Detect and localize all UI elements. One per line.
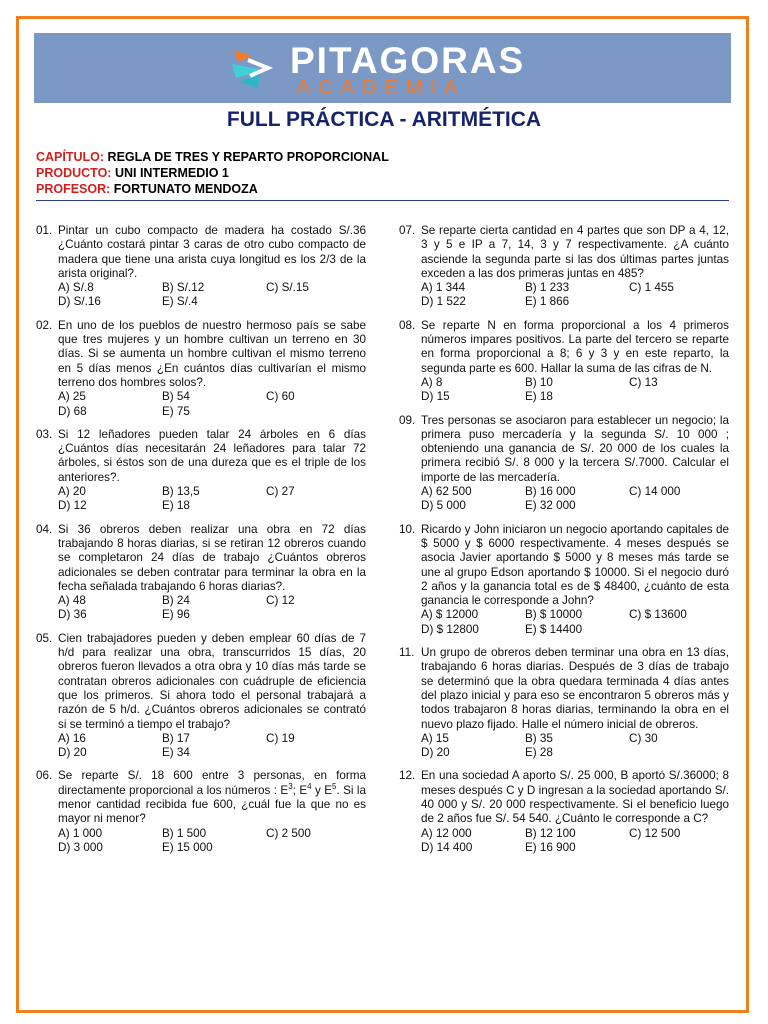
options-grid [421,827,729,856]
question-number: 03. [36,427,53,441]
answer-option: E) 75 [162,404,190,418]
question-text [58,769,366,826]
options-grid [58,485,366,514]
chapter-label: CAPÍTULO: [36,150,105,164]
answer-option: E) 96 [162,608,190,622]
question-number: 08. [399,318,416,332]
answer-option: B) 13,5 [162,485,200,499]
options-grid [421,608,729,637]
question-stem [36,224,366,281]
options-grid [421,376,729,405]
answer-option: B) 54 [162,390,190,404]
answer-option: E) $ 14400 [525,622,583,636]
chapter-line [36,150,389,164]
question-stem [399,769,729,826]
answer-option: C) 60 [266,390,295,404]
question-number: 06. [36,769,53,783]
answer-option: A) 12 000 [421,826,472,840]
question-text: Tres personas se asociaron para establecer un negocio; la primera puso mercadería y la segunda S/. 10 000 ; obteniendo una ganancia de S/. 20 000 de los cuales la primera recibió S/. 8 000 y la tercera S/.7000. Calcular el importe de las mercadería. [421,413,729,484]
answer-option: D) $ 12800 [421,622,479,636]
question-stem [36,769,366,826]
answer-option: D) 14 400 [421,840,473,854]
question-stem [36,428,366,485]
answer-option: C) S/.15 [266,281,309,295]
teacher-value: FORTUNATO MENDOZA [113,182,258,196]
answer-option: E) 18 [525,390,553,404]
answer-option: B) 17 [162,731,190,745]
chevron-arrows-icon [230,42,284,94]
question-2 [36,319,366,419]
answer-option: C) 12 500 [629,826,681,840]
answer-option: C) 30 [629,731,658,745]
question-stem [36,523,366,594]
answer-option: D) 1 522 [421,295,466,309]
question-1 [36,224,366,310]
question-3 [36,428,366,514]
options-grid [421,485,729,514]
answer-option: A) 1 344 [421,281,466,295]
answer-option: A) 20 [58,485,86,499]
answer-option: A) $ 12000 [421,608,479,622]
text-segment: Se reparte S/. 18 600 entre 3 personas, en forma directamente proporcional a los números : E [58,769,366,797]
question-12 [399,769,729,855]
answer-option: B) 12 100 [525,826,576,840]
answer-option: B) $ 10000 [525,608,583,622]
question-number: 09. [399,413,416,427]
answer-option: A) 48 [58,594,86,608]
question-stem [399,646,729,732]
answer-option: D) 15 [421,390,450,404]
text-segment: y E [311,783,333,797]
question-number: 12. [399,769,416,783]
answer-option: D) 12 [58,499,87,513]
answer-option: D) 36 [58,608,87,622]
teacher-line [36,182,258,196]
question-11 [399,646,729,760]
options-grid [421,732,729,761]
answer-option: C) 19 [266,731,295,745]
answer-option: E) 34 [162,746,190,760]
options-grid [58,390,366,419]
question-stem [36,632,366,732]
answer-option: C) 12 [266,594,295,608]
answer-option: B) 16 000 [525,485,576,499]
question-number: 01. [36,224,53,237]
question-text: En una sociedad A aporto S/. 25 000, B aportó S/.36000; 8 meses después C y D ingresan a la sociedad aportando S/. 40 000 y S/. 20 000 respectivamente. Si el beneficio luego de 2 años fue S/. 54 540. ¿Cuánto le corresponde a C? [421,769,729,826]
answer-option: A) 15 [421,731,449,745]
answer-option: B) S/.12 [162,281,205,295]
question-number: 04. [36,522,53,536]
answer-option: D) 3 000 [58,840,103,854]
question-7 [399,224,729,310]
chapter-value: REGLA DE TRES Y REPARTO PROPORCIONAL [107,150,389,164]
answer-option: C) $ 13600 [629,608,687,622]
answer-option: E) 18 [162,499,190,513]
question-text: Ricardo y John iniciaron un negocio aportando capitales de $ 5000 y $ 6000 respectivamente. 4 meses después se asocia Javier aportando $ 5000 y 8 meses más tarde se une al grupo Edson aportando $ 10000. Si el negocio duró 2 años y la ganancia total es de $ 48400, ¿cuánto de esta ganancia le corresponde a John? [421,522,729,608]
answer-option: A) 62 500 [421,485,472,499]
question-text: Cien trabajadores pueden y deben emplear 60 días de 7 h/d para realizar una obra, transcurridos 15 días, 20 obreros fueron llevados a otra obra y 10 días más tarde se contratan obreros adicionales con cuádruple de eficiencia que los primeros. Si ahora todo el personal trabajará a razón de 5 h/d. ¿Cuántos obreros adicionales se contrató si se terminó a tiempo el trabajo? [58,631,366,731]
answer-option: A) 25 [58,390,86,404]
exponent: 4 [307,781,312,791]
answer-option: D) 5 000 [421,499,466,513]
question-8 [399,319,729,405]
answer-option: E) S/.4 [162,295,198,309]
answer-option: C) 1 455 [629,281,674,295]
question-text: Un grupo de obreros deben terminar una obra en 13 días, trabajando 6 horas diarias. Después de 3 días de trabajo se determinó que la obra quedara terminada 4 días antes del plazo inicial y para eso se encontraron 5 obreros más y todos trabajaron 8 horas diarias, terminando la obra en el nuevo plazo fijado. Halle el número inicial de obreros. [421,646,729,731]
question-number: 07. [399,224,416,237]
exponent: 3 [288,781,293,791]
answer-option: E) 16 900 [525,840,576,854]
answer-option: B) 24 [162,594,190,608]
answer-option: D) 68 [58,404,87,418]
question-text: Si 12 leñadores pueden talar 24 árboles en 6 días ¿Cuántos días necesitarán 24 leñadores para talar 72 árboles, si éstos son de una dureza que es el triple de los anteriores?. [58,427,366,484]
answer-option: C) 14 000 [629,485,681,499]
options-grid [58,827,366,856]
answer-option: A) 16 [58,731,86,745]
left-column [36,224,366,864]
answer-option: A) 1 000 [58,826,103,840]
question-number: 02. [36,318,53,332]
options-grid [58,281,366,310]
page-title: FULL PRÁCTICA - ARITMÉTICA [226,108,542,131]
question-stem [399,224,729,281]
product-label: PRODUCTO: [36,166,112,180]
answer-option: B) 1 233 [525,281,570,295]
question-number: 11. [399,646,415,660]
answer-option: C) 13 [629,375,658,389]
brand-subtitle: ACADEMIA [297,77,466,99]
answer-option: E) 28 [525,746,553,760]
answer-option: D) 20 [58,746,87,760]
right-column [399,224,729,864]
answer-option: C) 2 500 [266,826,311,840]
question-stem [399,414,729,485]
options-grid [421,281,729,310]
question-5 [36,632,366,761]
question-text: Se reparte cierta cantidad en 4 partes que son DP a 4, 12, 3 y 5 e IP a 7, 14, 3 y 7 respectivamente. ¿A cuánto asciende la segunda parte si las dos últimas partes juntas exceden a las dos primeras juntas en 485? [421,224,729,280]
answer-option: C) 27 [266,485,295,499]
product-value: UNI INTERMEDIO 1 [114,166,229,180]
question-text: En uno de los pueblos de nuestro hermoso país se sabe que tres mujeres y un hombre cultivan un terreno en 30 días. Si se aumenta un hombre cultivan el mismo terreno en 5 días menos ¿En cuántos días cultivarían el mismo terreno dos hombres solos?. [58,318,366,389]
answer-option: D) 20 [421,746,450,760]
answer-option: A) 8 [421,375,443,389]
question-9 [399,414,729,514]
options-grid [58,594,366,623]
teacher-label: PROFESOR: [36,182,111,196]
divider [36,200,729,201]
question-text: Pintar un cubo compacto de madera ha costado S/.36 ¿Cuánto costará pintar 3 caras de otro cubo compacto de madera que tiene una arista cuya longitud es los 2/3 de la arista original?. [58,224,366,280]
question-10 [399,523,729,637]
question-number: 05. [36,631,53,645]
answer-option: B) 10 [525,375,553,389]
answer-option: B) 1 500 [162,826,207,840]
answer-option: E) 32 000 [525,499,576,513]
question-text: Se reparte N en forma proporcional a los 4 primeros números impares positivos. La parte del tercero se reparte en forma proporcional a 8; 6 y 3 y en este reparto, la segunda parte es 600. Hallar la suma de las cifras de N. [421,318,729,375]
answer-option: E) 1 866 [525,295,570,309]
answer-option: B) 35 [525,731,553,745]
answer-option: D) S/.16 [58,295,101,309]
options-grid [58,732,366,761]
answer-option: E) 15 000 [162,840,213,854]
question-number: 10. [399,522,416,536]
answer-option: A) S/.8 [58,281,94,295]
question-stem [399,523,729,609]
text-segment: ; E [292,783,308,797]
question-stem [36,319,366,390]
text-segment: . Si la menor cantidad recibida fue 600, ¿cuál fue la que no es mayor ni menor? [58,783,366,826]
question-4 [36,523,366,623]
question-stem [399,319,729,376]
brand-name: PITAGORAS [290,40,526,81]
product-line [36,166,229,180]
exponent: 5 [332,781,337,791]
question-text: Si 36 obreros deben realizar una obra en 72 días trabajando 8 horas diarias, si se retiran 12 obreros cuando se completaron 24 días de trabajo ¿Cuántos obreros adicionales se deben contratar para terminar la obra en la fecha señalada trabajando 6 horas diarias?. [58,522,366,593]
question-6 [36,769,366,855]
